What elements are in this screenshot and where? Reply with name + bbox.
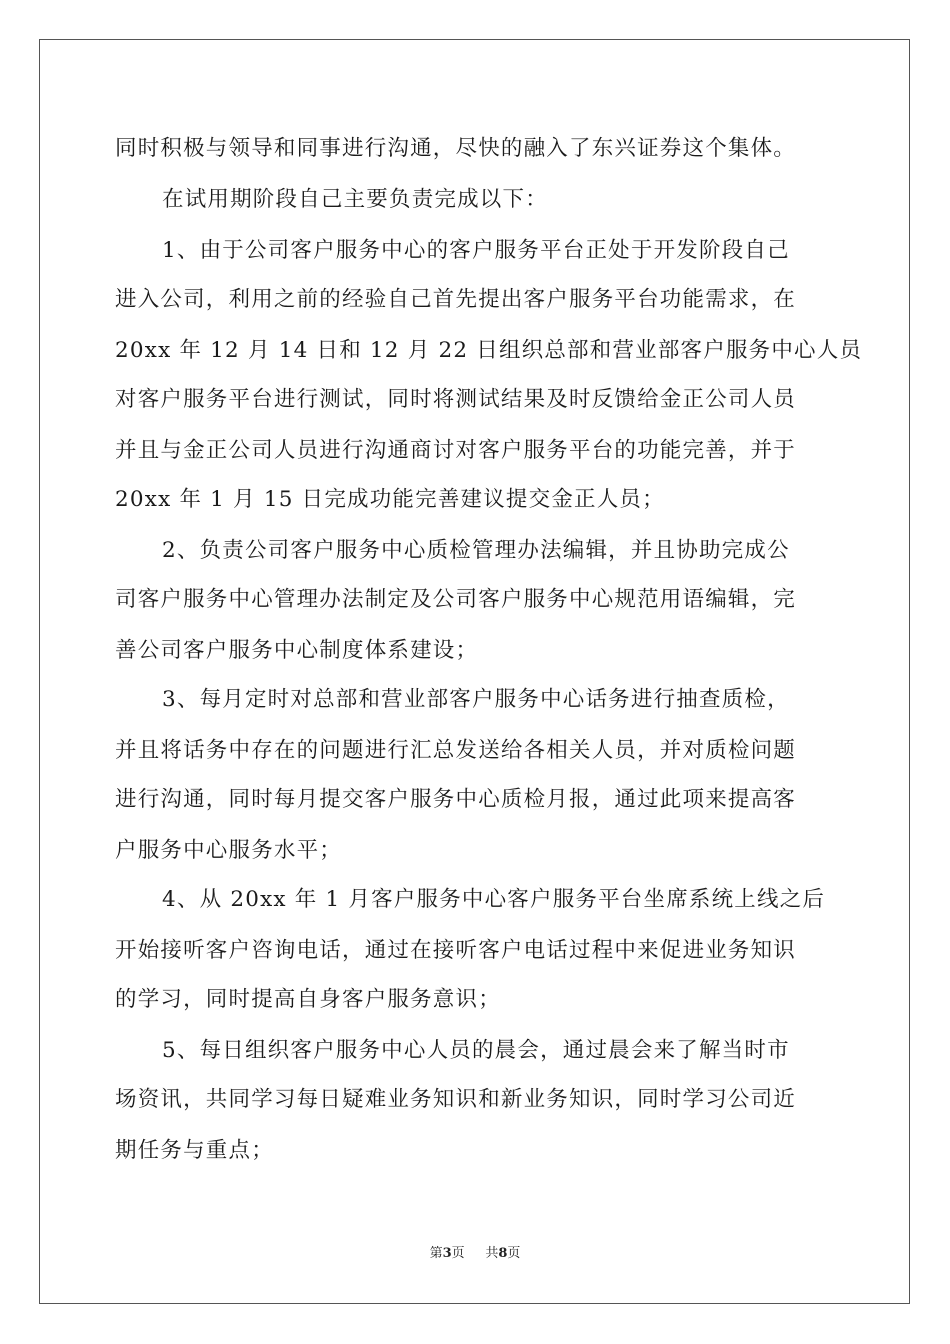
text-line: 户服务中心服务水平； xyxy=(115,838,343,863)
text-line: 进行沟通，同时每月提交客户服务中心质检月报，通过此项来提高客 xyxy=(115,787,797,812)
page-current: 3 xyxy=(442,1246,452,1261)
page-suffix: 页 xyxy=(451,1246,465,1261)
text-line: 4、从 20xx 年 1 月客户服务中心客户服务平台坐席系统上线之后 xyxy=(162,887,826,912)
text-line: 并且将话务中存在的问题进行汇总发送给各相关人员，并对质检问题 xyxy=(115,738,797,763)
text-line: 进入公司，利用之前的经验自己首先提出客户服务平台功能需求，在 xyxy=(115,287,797,312)
text-line: 5、每日组织客户服务中心人员的晨会，通过晨会来了解当时市 xyxy=(162,1038,790,1063)
text-line: 场资讯，共同学习每日疑难业务知识和新业务知识，同时学习公司近 xyxy=(115,1087,797,1112)
total-suffix: 页 xyxy=(507,1246,521,1261)
text-line: 20xx 年 12 月 14 日和 12 月 22 日组织总部和营业部客户服务中心人员 xyxy=(115,338,863,363)
page-prefix: 第 xyxy=(429,1246,443,1261)
text-line: 的学习，同时提高自身客户服务意识； xyxy=(115,987,501,1012)
text-line: 2、负责公司客户服务中心质检管理办法编辑，并且协助完成公 xyxy=(162,538,790,563)
text-line: 在试用期阶段自己主要负责完成以下： xyxy=(162,187,548,212)
text-line: 期任务与重点； xyxy=(115,1138,274,1163)
text-line: 司客户服务中心管理办法制定及公司客户服务中心规范用语编辑，完 xyxy=(115,587,797,612)
page-total: 8 xyxy=(498,1246,508,1261)
text-line: 同时积极与领导和同事进行沟通，尽快的融入了东兴证券这个集体。 xyxy=(115,136,797,161)
page-number-footer xyxy=(0,1246,950,1262)
text-line: 并且与金正公司人员进行沟通商讨对客户服务平台的功能完善，并于 xyxy=(115,438,797,463)
text-line: 开始接听客户咨询电话，通过在接听客户电话过程中来促进业务知识 xyxy=(115,938,797,963)
text-line: 1、由于公司客户服务中心的客户服务平台正处于开发阶段自己 xyxy=(162,238,790,263)
text-line: 20xx 年 1 月 15 日完成功能完善建议提交金正人员； xyxy=(115,487,665,512)
text-line: 3、每月定时对总部和营业部客户服务中心话务进行抽查质检， xyxy=(162,687,790,712)
text-line: 对客户服务平台进行测试，同时将测试结果及时反馈给金正公司人员 xyxy=(115,387,797,412)
total-prefix: 共 xyxy=(485,1246,499,1261)
text-line: 善公司客户服务中心制度体系建设； xyxy=(115,638,479,663)
